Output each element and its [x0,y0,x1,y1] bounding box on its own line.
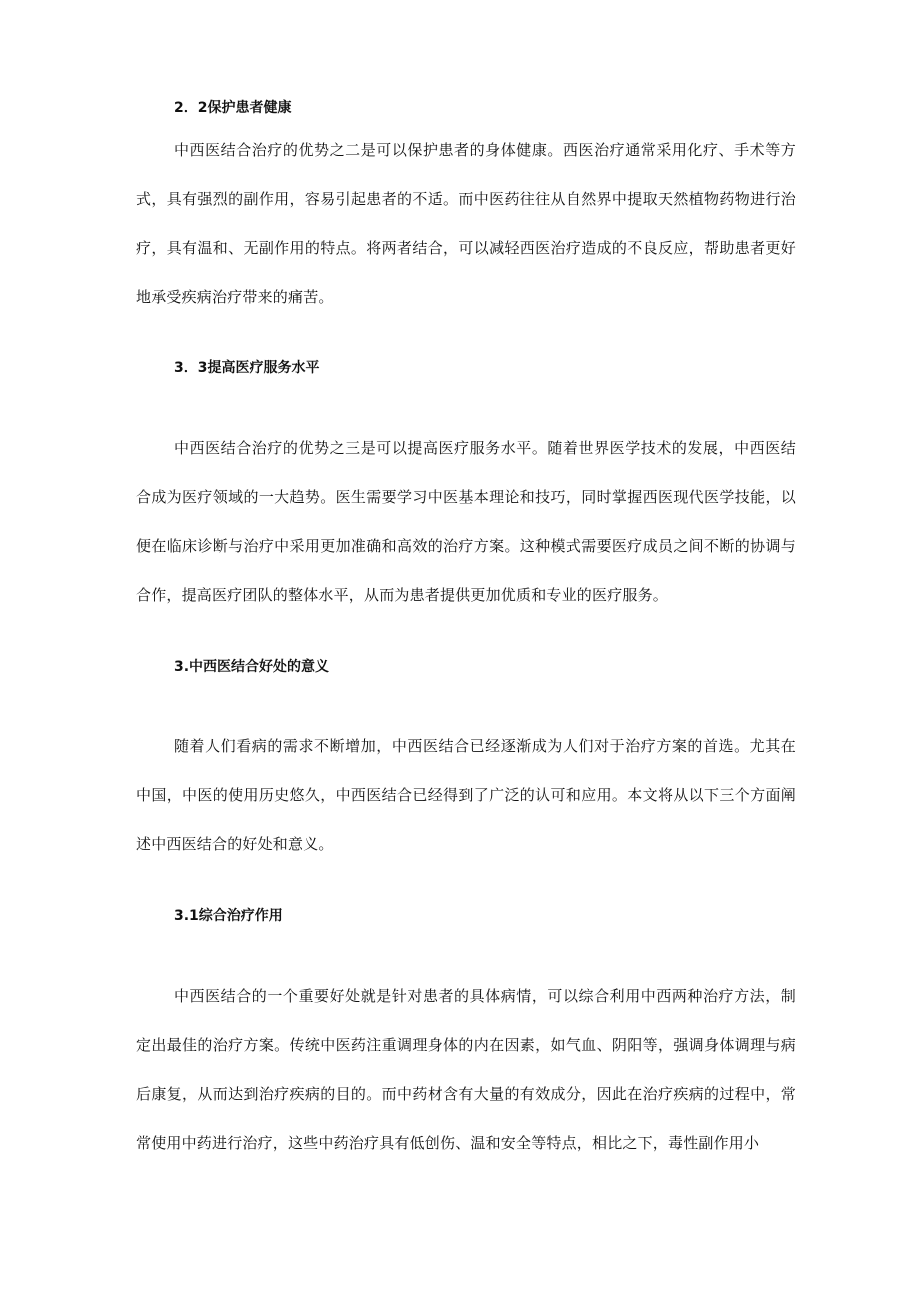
section-heading-3-3: 3．3提高医疗服务水平 [174,360,320,376]
section-paragraph-2-2: 中西医结合治疗的优势之二是可以保护患者的身体健康。西医治疗通常采用化疗、手术等方式，具有强烈的副作用，容易引起患者的不适。而中医药往往从自然界中提取天然植物药物进行治疗，具有温和、无副作用的特点。将两者结合，可以减轻西医治疗造成的不良反应，帮助患者更好地承受疾病治疗带来的痛苦。 [136,141,796,306]
section-heading-3: 3.中西医结合好处的意义 [174,659,330,675]
section-paragraph-3-1: 中西医结合的一个重要好处就是针对患者的具体病情，可以综合利用中西两种治疗方法，制定出最佳的治疗方案。传统中医药注重调理身体的内在因素，如气血、阴阳等，强调身体调理与病后康复，从而达到治疗疾病的目的。而中药材含有大量的有效成分，因此在治疗疾病的过程中，常常使用中药进行治疗，这些中药治疗具有低创伤、温和安全等特点，相比之下，毒性副作用小 [136,987,796,1152]
section-heading-3-1: 3.1综合治疗作用 [174,908,283,924]
section-heading-2-2: 2．2保护患者健康 [174,100,292,116]
section-paragraph-3: 随着人们看病的需求不断增加，中西医结合已经逐渐成为人们对于治疗方案的首选。尤其在中国，中医的使用历史悠久，中西医结合已经得到了广泛的认可和应用。本文将从以下三个方面阐述中西医结合的好处和意义。 [136,737,796,853]
section-paragraph-3-3: 中西医结合治疗的优势之三是可以提高医疗服务水平。随着世界医学技术的发展，中西医结合成为医疗领域的一大趋势。医生需要学习中医基本理论和技巧，同时掌握西医现代医学技能，以便在临床诊断与治疗中采用更加准确和高效的治疗方案。这种模式需要医疗成员之间不断的协调与合作，提高医疗团队的整体水平，从而为患者提供更加优质和专业的医疗服务。 [136,439,796,604]
